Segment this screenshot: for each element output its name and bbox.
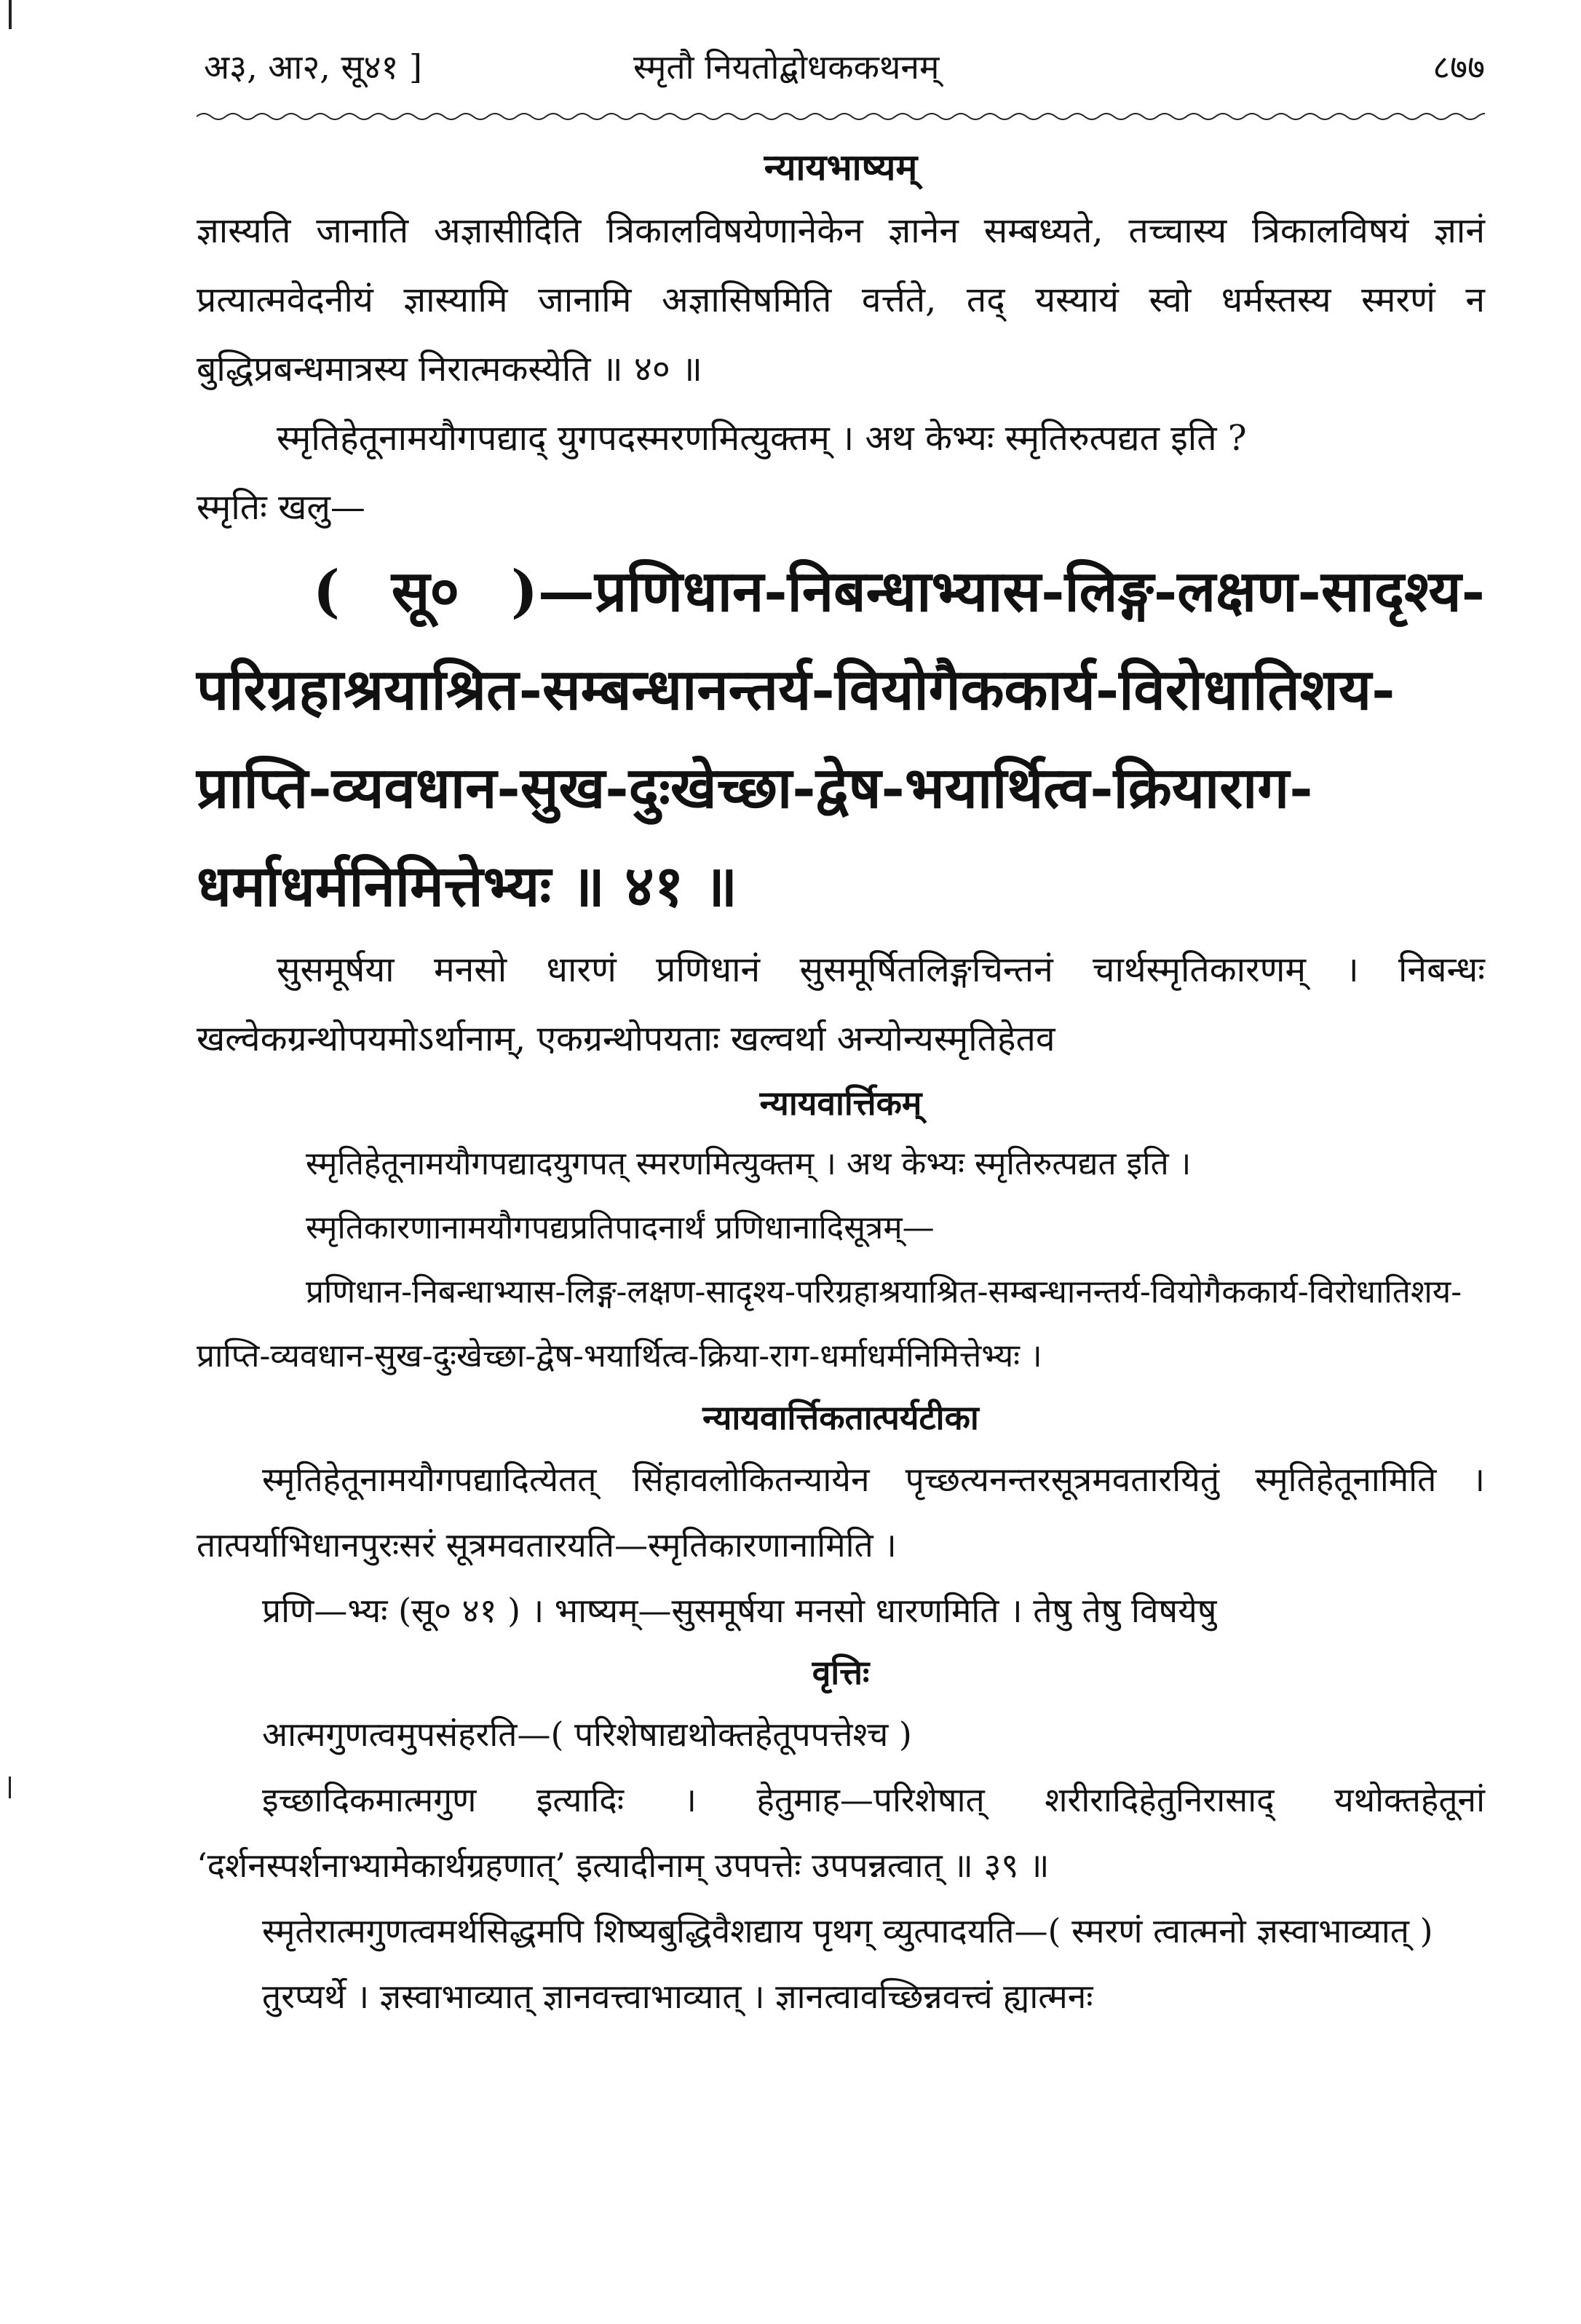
margin-mark-top [9,0,12,29]
running-header [197,44,1485,109]
vritti-paragraph-3: स्मृतेरात्मगुणत्वमर्थसिद्धमपि शिष्यबुद्धिवैशद्याय पृथग् व्युत्पादयति—( स्मरणं त्वात्मनो ज्ञस्वाभाव्यात् ) [262,1911,1433,1951]
tika-heading: न्यायवार्त्तिकतात्पर्यटीका [702,1398,979,1437]
bhashya-paragraph-1: ज्ञास्यति जानाति अज्ञासीदिति त्रिकालविषयेणानेकेन ज्ञानेन सम्बध्यते, तच्चास्य त्रिकालविषयं ज्ञानं प्रत्यात्मवेदनीयं ज्ञास्यामि जानामि अज्ञासिषमिति वर्त्तते, तद् यस्यायं स्वो धर्मस्तस्य स्मरणं न बुद्धिप्रबन्धमात्रस्य निरात्मकस्येति ॥ ४० ॥ [197,210,1485,390]
vartika-paragraph-2: स्मृतिकारणानामयौगपद्यप्रतिपादनार्थं प्रणिधानादिसूत्रम्— [306,1209,935,1246]
margin-mark-mid [9,1776,11,1798]
vartika-paragraph-3: प्रणिधान-निबन्धाभ्यास-लिङ्ग-लक्षण-सादृश्य-परिग्रहाश्रयाश्रित-सम्बन्धानन्तर्य-वियोगैककार्य-विरोधातिशय-प्राप्ति-व्यवधान-सुख-दुःखेच्छा-द्वेष-भयार्थित्व-क्रिया-राग-धर्माधर्मनिमित्तेभ्यः । [197,1273,1462,1375]
header-title: स्मृतौ नियतोद्बोधककथनम् [633,47,940,87]
header-wavy-rule [197,109,1485,124]
vritti-paragraph-1: आत्मगुणत्वमुपसंहरति—( परिशेषाद्यथोक्तहेतूपपत्तेश्च ) [262,1715,912,1754]
page-number: ८७७ [1433,47,1485,87]
vritti-heading: वृत्तिः [812,1653,870,1692]
vritti-paragraph-2: इच्छादिकमात्मगुण इत्यादिः । हेतुमाह—परिशेषात् शरीरादिहेतुनिरासाद् यथोक्तहेतूनां ‘दर्शनस्पर्शनाभ्यामेकार्थग्रहणात्’ इत्यादीनाम् उपपत्तेः उपपन्नत्वात् ॥ ३९ ॥ [197,1780,1485,1885]
bhashya-heading: न्यायभाष्यम् [764,146,918,189]
page-body [197,138,1485,2029]
vartika-heading: न्यायवार्त्तिकम् [759,1083,922,1123]
book-page [197,29,1485,2286]
tika-paragraph-2: प्रणि—भ्यः (सू० ४१ ) । भाष्यम्—सुसमूर्षया मनसो धारणमिति । तेषु तेषु विषयेषु [262,1591,1217,1630]
header-section-ref: अ३, आ२, सू४१ ] [204,47,422,87]
vartika-paragraph-1: स्मृतिहेतूनामयौगपद्यादयुगपत् स्मरणमित्युक्तम् । अथ केभ्यः स्मृतिरुत्पद्यत इति । [306,1145,1192,1182]
sutra-text: ( सू० )—प्रणिधान-निबन्धाभ्यास-लिङ्ग-लक्षण-सादृश्य-परिग्रहाश्रयाश्रित-सम्बन्धानन्तर्य-वियोगैककार्य-विरोधातिशय-प्राप्ति-व्यवधान-सुख-दुःखेच्छा-द्वेष-भयार्थित्व-क्रियाराग-धर्माधर्मनिमित्तेभ्यः ॥ ४१ ॥ [197,558,1485,920]
bhashya-paragraph-4: सुसमूर्षया मनसो धारणं प्रणिधानं सुसमूर्षितलिङ्गचिन्तनं चार्थस्मृतिकारणम् । निबन्धः खल्वेकग्रन्थोपयमोऽर्थानाम्, एकग्रन्थोपयताः खल्वर्था अन्योन्यस्मृतिहेतव [197,949,1485,1059]
bhashya-paragraph-3: स्मृतिः खलु— [197,487,365,528]
tika-paragraph-1: स्मृतिहेतूनामयौगपद्यादित्येतत् सिंहावलोकितन्यायेन पृच्छत्यनन्तरसूत्रमवतारयितुं स्मृतिहेतूनामिति । तात्पर्याभिधानपुरःसरं सूत्रमवतारयति—स्मृतिकारणानामिति । [197,1460,1485,1565]
bhashya-paragraph-2: स्मृतिहेतूनामयौगपद्याद् युगपदस्मरणमित्युक्तम् । अथ केभ्यः स्मृतिरुत्पद्यत इति ? [277,418,1247,459]
vritti-paragraph-4: तुरप्यर्थे । ज्ञस्वाभाव्यात् ज्ञानवत्त्वाभाव्यात् । ज्ञानत्वावच्छिन्नवत्त्वं ह्यात्मनः [262,1977,1093,2016]
